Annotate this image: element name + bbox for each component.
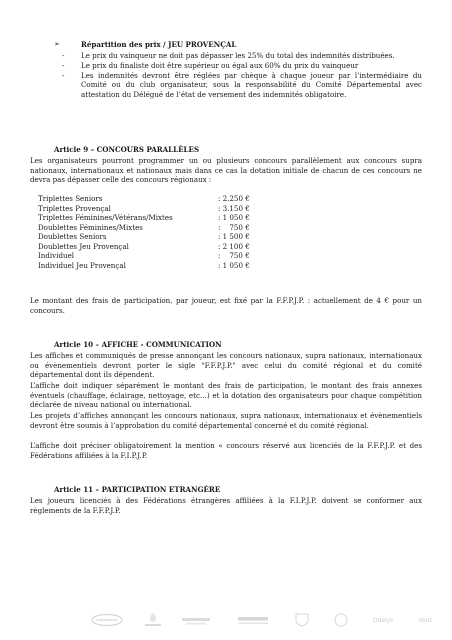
article-10-paragraph: L’affiche doit indiquer séparément le montant des frais de participation, le montant des frais annexes éventuels (chauffage, éclairage, nettoyage, etc…) et la dotation des organisateurs pour chaque compétition déclarée de niveau national ou international. xyxy=(30,381,422,410)
flame-logo-icon xyxy=(140,612,166,628)
list-item: - Le prix du vainqueur ne doit pas dépasser les 25% du total des indemnités distribuées. xyxy=(62,51,395,60)
oval-emblem-icon xyxy=(90,613,124,627)
article-10-title: Article 10 – AFFICHE - COMMUNICATION xyxy=(54,340,222,349)
prize-value: : 1 500 € xyxy=(218,232,250,241)
sponsor-logo xyxy=(288,611,316,629)
list-item: - Les indemnités devront être réglées par chèque à chaque joueur par l’intermédiaire du Comité ou du club organisateur, sous la responsabilité du Comité Départemental avec attestation du Délégué de l’état de versement des indemnités obligatoire. xyxy=(62,70,422,99)
article-11-title: Article 11 – PARTICIPATION ETRANGÈRE xyxy=(54,485,221,494)
list-item-text: Le prix du finaliste doit être supérieur ou égal aux 60% du prix du vainqueur xyxy=(81,60,359,70)
list-item-text: Les indemnités devront être réglées par chèque à chaque joueur par l’intermédiaire du Comité ou du club organisateur, sous la responsabilité du Comité Départemental avec attestation du Délégué de l’état de versement des indemnités obligatoire. xyxy=(81,70,422,99)
prize-label: Triplettes Provençal xyxy=(38,203,111,213)
article-11-text: Les joueurs licenciés à des Fédérations étrangères affiliées à la F.I.P.J.P. doivent se conformer aux règlements de la F.F.P.J.P. xyxy=(30,496,422,515)
prize-label: Doublettes Jeu Provençal xyxy=(38,241,129,251)
sponsor-logos xyxy=(30,611,442,633)
prize-value: : 3.150 € xyxy=(218,203,250,213)
prize-value: : 750 € xyxy=(218,251,250,260)
prize-row xyxy=(38,232,298,242)
prize-value: : 2.250 € xyxy=(218,194,250,203)
repartition-title: Répartition des prix / JEU PROVENÇAL xyxy=(81,40,237,49)
prize-label: Individuel xyxy=(38,251,75,260)
prize-row xyxy=(38,242,298,252)
prize-table xyxy=(38,194,298,270)
prize-label: Doublettes Seniors xyxy=(38,232,107,241)
article-10-paragraph: Les projets d’affiches annonçant les concours nationaux, supra nationaux, internationaux et évènementiels devront être soumis à l’approbation du comité départemental concerné et du comité régional. xyxy=(30,411,422,430)
article-9-title: Article 9 – CONCOURS PARALLÈLES xyxy=(54,145,200,154)
prize-label: Triplettes Féminines/Vétérans/Mixtes xyxy=(38,213,173,222)
prize-label: Individuel Jeu Provençal xyxy=(38,260,126,270)
prize-value: : 2 100 € xyxy=(218,241,250,251)
sponsor-logo xyxy=(328,611,354,629)
prize-row xyxy=(38,204,298,214)
wordmark-logo-icon xyxy=(235,613,271,627)
prize-label: Doublettes Féminines/Mixtes xyxy=(38,222,143,232)
shield-logo-icon xyxy=(288,612,316,628)
sponsor-logo xyxy=(140,611,166,629)
prize-value: : 1 050 € xyxy=(218,213,250,222)
list-item: - Le prix du finaliste doit être supérieur ou égal aux 60% du prix du vainqueur xyxy=(62,60,359,70)
prize-value: : 750 € xyxy=(218,222,250,232)
prize-row xyxy=(38,213,298,223)
prize-row xyxy=(38,194,298,204)
article-9-fees: Le montant des frais de participation, par joueur, est fixé par la F.F.P.J.P. : actuellement de 4 € pour un concours. xyxy=(30,296,422,315)
prize-label: Triplettes Seniors xyxy=(38,194,103,203)
prize-row xyxy=(38,251,298,261)
list-item-text: Le prix du vainqueur ne doit pas dépasser les 25% du total des indemnités distribuées. xyxy=(81,51,395,60)
sponsor-logo xyxy=(90,611,124,629)
repartition-list xyxy=(62,51,422,100)
odalys-logo: Odalys xyxy=(372,616,394,624)
arrow-bullet-icon: ➢ xyxy=(54,40,60,48)
prize-value: : 1 050 € xyxy=(218,260,250,270)
prize-row xyxy=(38,261,298,271)
wordmark-logo-icon xyxy=(180,613,212,627)
prize-row xyxy=(38,223,298,233)
sponsor-logo xyxy=(180,611,212,629)
article-10-paragraph: Les affiches et communiqués de presse annonçant les concours nationaux, supra nationaux, internationaux ou évènementiels devront porter le sigle "F.F.P.J.P." avec celui du comité régional et du comité départemental dont ils dépendent. xyxy=(30,351,422,380)
obut-logo: obut xyxy=(418,616,432,624)
article-10-paragraph: L’affiche doit préciser obligatoirement la mention « concours réservé aux licenciés de la F.F.P.J.P. et des Fédérations affiliées à la F.I.P.J.P. xyxy=(30,441,422,460)
sponsor-logo xyxy=(235,611,271,629)
circle-logo-icon xyxy=(328,612,354,628)
article-9-intro: Les organisateurs pourront programmer un ou plusieurs concours parallèlement aux concours supra nationaux, internationaux et nationaux mais dans ce cas la dotation initiale de chacun de ces concours ne devra pas dépasser celle des concours régionaux : xyxy=(30,156,422,185)
